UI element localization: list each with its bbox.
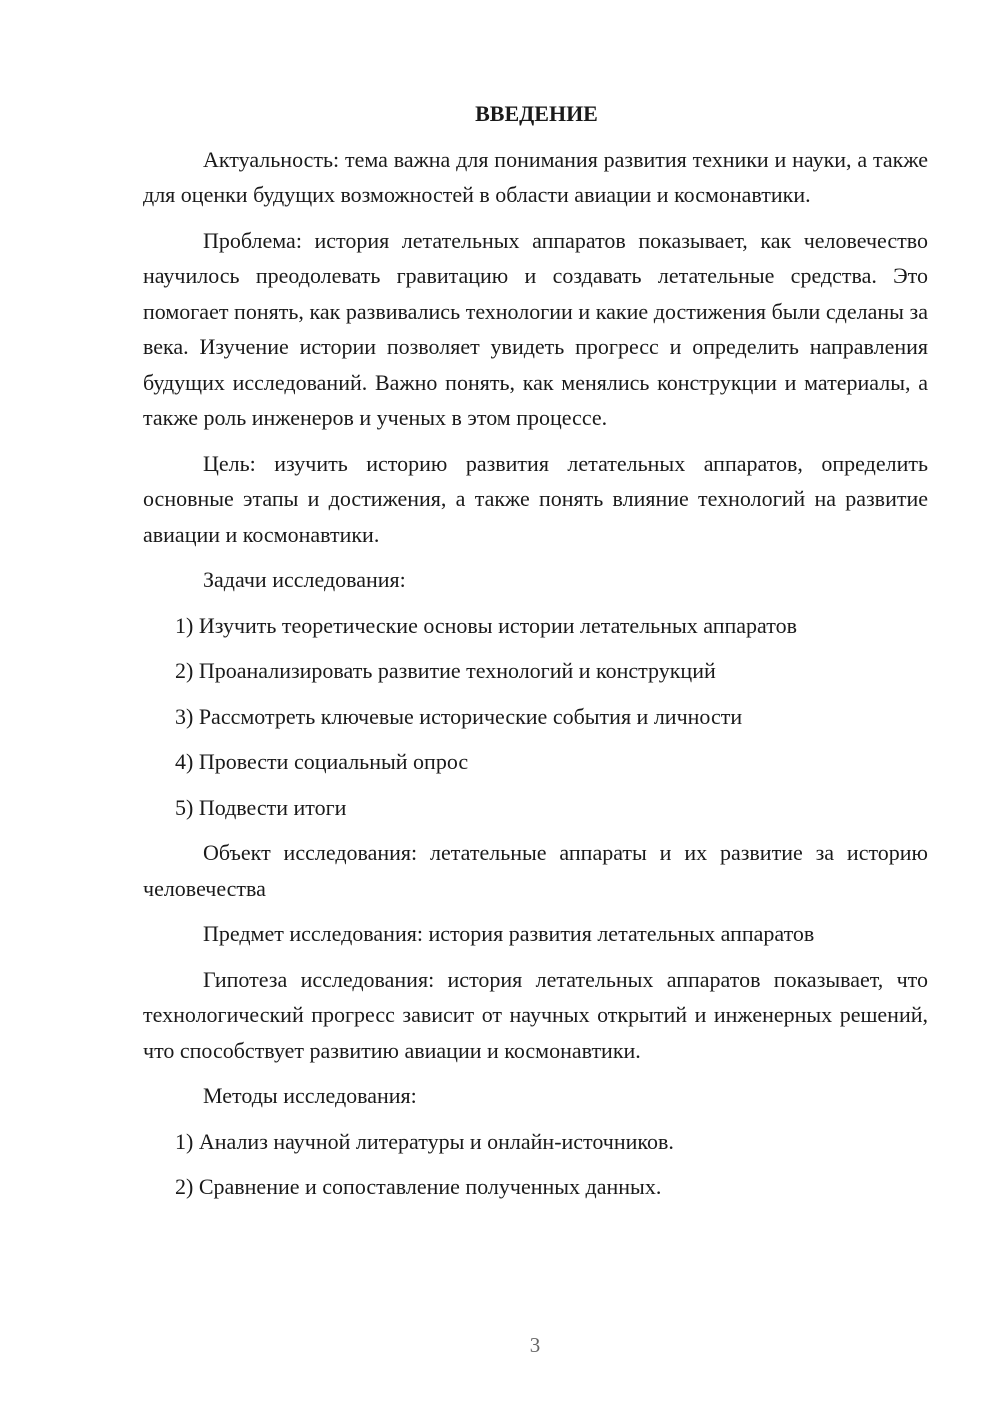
- list-item: 1) Анализ научной литературы и онлайн-источников.: [175, 1128, 674, 1154]
- list-item: 5) Подвести итоги: [175, 794, 347, 820]
- list-item: 1) Изучить теоретические основы истории летательных аппаратов: [175, 612, 797, 638]
- list-item: 4) Провести социальный опрос: [175, 749, 469, 774]
- list-item: 3) Рассмотреть ключевые исторические события и личности: [175, 703, 743, 729]
- list-item: 2) Сравнение и сопоставление полученных данных.: [175, 1174, 662, 1199]
- page-title: ВВЕДЕНИЕ: [475, 101, 598, 126]
- goal-paragraph: Цель: изучить историю развития летательных аппаратов, определить основные этапы и достижения, а также понять влияние технологий на развитие авиации и космонавтики.: [143, 450, 928, 547]
- hypothesis-paragraph: Гипотеза исследования: история летательных аппаратов показывает, что технологический прогресс зависит от научных открытий и инженерных решений, что способствует развитию авиации и космонавтики.: [143, 966, 928, 1063]
- relevance-paragraph: Актуальность: тема важна для понимания развития техники и науки, а также для оценки будущих возможностей в области авиации и космонавтики.: [143, 146, 928, 207]
- tasks-heading: Задачи исследования:: [203, 567, 406, 592]
- methods-heading: Методы исследования:: [203, 1083, 417, 1108]
- subject-paragraph: Предмет исследования: история развития летательных аппаратов: [203, 921, 815, 946]
- page-number: 3: [529, 1333, 541, 1357]
- list-item: 2) Проанализировать развитие технологий и конструкций: [175, 658, 716, 683]
- document-page: [143, 96, 928, 1215]
- tasks-list: [143, 608, 928, 826]
- methods-list: [143, 1124, 928, 1205]
- problem-paragraph: Проблема: история летательных аппаратов показывает, как человечество научилось преодолевать гравитацию и создавать летательные средства. Это помогает понять, как развивались технологии и какие достижения были сделаны за века. Изучение истории позволяет увидеть прогресс и определить направления будущих исследований. Важно понять, как менялись конструкции и материалы, а также роль инженеров и ученых в этом процессе.: [143, 227, 928, 430]
- object-paragraph: Объект исследования: летательные аппараты и их развитие за историю человечества: [143, 840, 928, 901]
